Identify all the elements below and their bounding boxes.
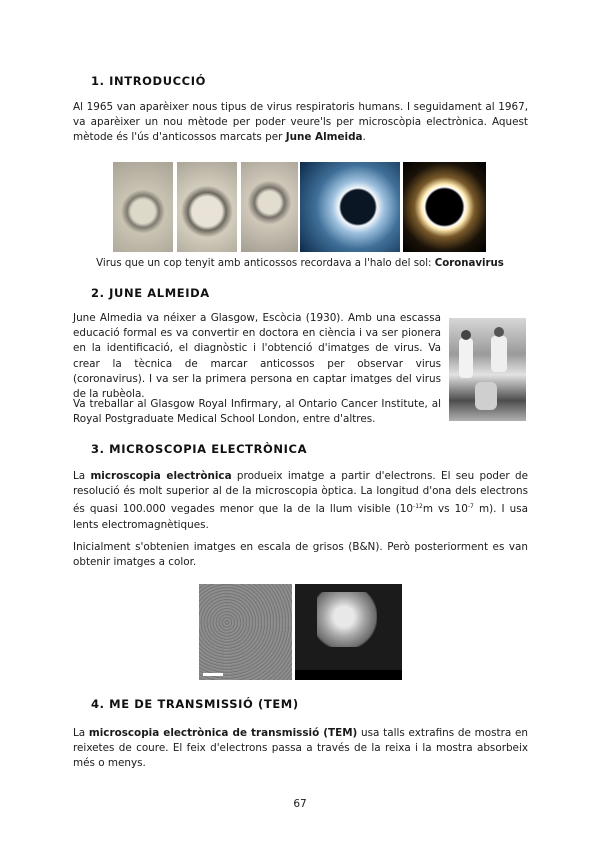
tem-paragraph: La microscopia electrònica de transmissió (TEM) usa talls extrafins de mostra en reixetes de coure. El feix d'electrons passa a través de la reixa i la mostra absorbeix més o menys. [73, 727, 528, 770]
section-1-title: 1. INTRODUCCIÓ [91, 74, 206, 88]
microscopy-paragraph-2: Inicialment s'obtenien imatges en escala de grisos (B&N). Però posteriorment es van obtenir imatges a color. [73, 541, 528, 569]
section-2-title: 2. JUNE ALMEIDA [91, 286, 210, 300]
image-caption: Virus que un cop tenyit amb anticossos recordava a l'halo del sol: Coronavirus [96, 258, 504, 269]
solar-corona-blue-photo [300, 162, 400, 252]
virus-micrograph-1 [113, 162, 173, 252]
solar-eclipse-photo [403, 162, 486, 252]
june-almeida-lab-photo [449, 318, 526, 421]
grayscale-micrograph-texture [199, 584, 292, 680]
virus-micrograph-2 [177, 162, 237, 252]
microscopy-paragraph-1: La microscopia electrònica produeix imatge a partir d'electrons. El seu poder de resolució és molt superior al de la microscopia òptica. La longitud d'ona dels electrons és quasi 100.000 vegades menor que la de la llum visible ($10^{-12}m$ vs $10^{-7}$ m). I usa lents electromagnètiques. [73, 470, 529, 531]
page-number: 67 [293, 798, 307, 810]
virus-micrograph-3 [241, 162, 298, 252]
almeida-paragraph-1: June Almedia va néixer a Glasgow, Escòcia (1930). Amb una escassa educació formal es va convertir en doctora en ciència i va ser pionera en la identificació, el diagnòstic i l'obtenció d'imatges de virus. Va crear la tècnica de marcar anticossos per observar virus (coronavirus). I va ser la primera persona en captar imatges del virus de la rubèola. [73, 312, 441, 401]
intro-paragraph: Al 1965 van aparèixer nous tipus de virus respiratoris humans. I seguidament al 1967, va aparèixer un nou mètode per poder veure'ls per microscòpia electrònica. Aquest mètode és l'ús d'anticossos marcats per June Almeida. [73, 101, 528, 144]
section-3-title: 3. MICROSCOPIA ELECTRÒNICA [91, 442, 308, 456]
section-4-title: 4. ME DE TRANSMISSIÓ (TEM) [91, 697, 299, 711]
almeida-paragraph-2: Va treballar al Glasgow Royal Infirmary, al Ontario Cancer Institute, al Royal Postgraduate Medical School London, entre d'altres. [73, 398, 441, 426]
sem-particle-micrograph [295, 584, 402, 680]
